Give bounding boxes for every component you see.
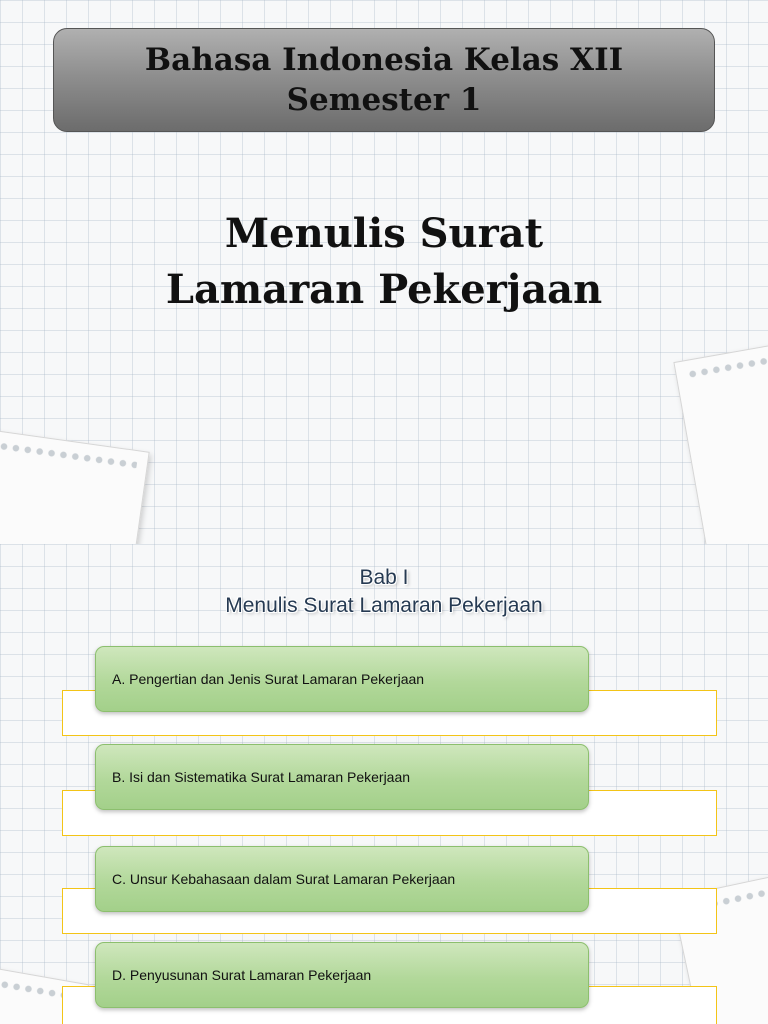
course-header-box	[53, 28, 715, 132]
slide-2	[0, 544, 768, 1024]
slide-title-line1: Menulis Surat	[224, 210, 544, 257]
slide-title	[0, 206, 768, 318]
course-header-line2: Semester 1	[286, 82, 482, 118]
outline-item-a[interactable]	[95, 646, 589, 712]
chapter-title	[0, 564, 768, 620]
outline-item-d[interactable]	[95, 942, 589, 1008]
notepaper-decoration-left	[0, 429, 150, 544]
outline-item-label: A. Pengertian dan Jenis Surat Lamaran Pekerjaan	[112, 671, 425, 687]
outline-item-label: D. Penyusunan Surat Lamaran Pekerjaan	[112, 967, 372, 983]
course-header-line1: Bahasa Indonesia Kelas XII	[144, 42, 624, 78]
outline-item-c[interactable]	[95, 846, 589, 912]
slide-title-line2: Lamaran Pekerjaan	[165, 266, 603, 313]
chapter-number: Bab I	[359, 566, 409, 589]
chapter-name: Menulis Surat Lamaran Pekerjaan	[225, 594, 543, 617]
outline-item-label: B. Isi dan Sistematika Surat Lamaran Pekerjaan	[112, 769, 411, 785]
notepaper-decoration-right	[673, 341, 768, 544]
outline-item-label: C. Unsur Kebahasaan dalam Surat Lamaran Pekerjaan	[112, 871, 456, 887]
outline-item-b[interactable]	[95, 744, 589, 810]
